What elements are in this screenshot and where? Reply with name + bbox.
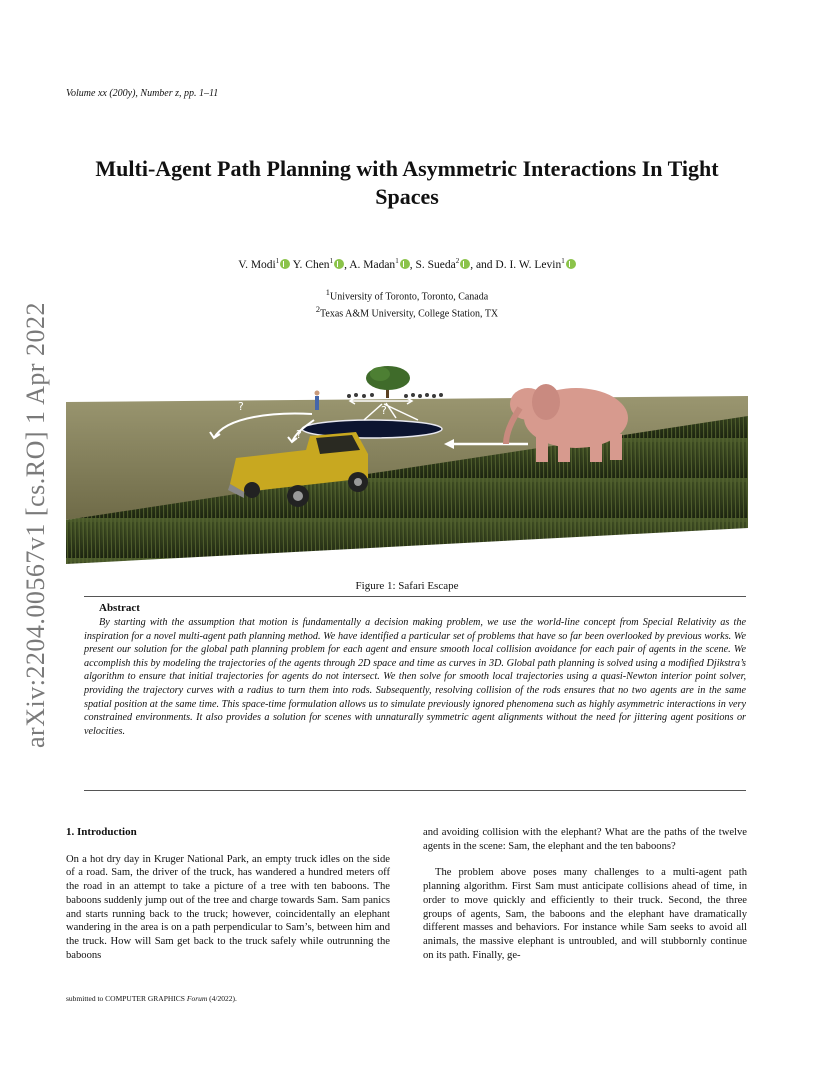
author-name: V. Modi (238, 258, 276, 271)
abstract-heading: Abstract (99, 602, 140, 614)
journal-reference: Volume xx (200y), Number z, pp. 1–11 (66, 88, 219, 99)
abstract-text: By starting with the assumption that motion is fundamentally a decision making problem, we use the world-line concept from Special Relativity as the inspiration for a novel multi-agent path planning method. We have identified a particular set of problems that have so far been overlooked by previous works. We present our solution for the global path planning problem for each agent and ensure smooth local collision avoidance for each pair of agents in the scene. We accomplish this by modeling the trajectories of the agents through 2D space and time as curves in 3D. Global path planning is solved using a modified Djikstra’s algorithm to ensure that initial trajectories for agents do not intersect. We then solve for smooth local trajectories using a quasi-Newton interior point solver, providing the trajectory curves with a radius to turn them into rods. Subsequently, resolving collision of the rods ensures that no two agents are in the same spatial position at the same time. This space-time formulation allows us to simulate previously ignored phenomena such as highly asymmetric interactions in very constrained environments. It also provides a solution for scenes with unnaturally symmetric agent alignments without the need for jittering agent positions or velocities. (84, 617, 746, 737)
column-right (423, 826, 747, 962)
question-mark-2: ? (296, 428, 302, 441)
abstract-top-rule (84, 596, 746, 597)
affiliation-mark: 2 (315, 305, 320, 315)
orcid-icon[interactable] (400, 259, 410, 269)
affiliation-mark: 1 (325, 288, 330, 297)
author-affiliation-mark: 1 (561, 257, 565, 265)
abstract-bottom-rule (84, 790, 746, 791)
column-left (66, 826, 390, 962)
question-mark-3: ? (381, 404, 387, 417)
author-affiliation-mark: 1 (275, 257, 280, 265)
author-name: A. Madan (349, 258, 396, 271)
author-name: S. Sueda (415, 258, 456, 271)
paper-title: Multi-Agent Path Planning with Asymmetric Interactions In Tight Spaces (95, 156, 719, 209)
orcid-icon[interactable] (280, 259, 290, 269)
author-affiliation-mark: 1 (395, 257, 399, 265)
footer-journal: Forum (186, 994, 208, 1003)
figure-illustration (66, 358, 748, 566)
affiliation-line (66, 303, 748, 320)
sam-figure-icon (315, 391, 320, 411)
section-heading-introduction: 1. Introduction (66, 826, 137, 838)
intro-paragraph-2: and avoiding collision with the elephant? What are the paths of the twelve agents in the scene: Sam, the elephant and the ten baboons? (423, 827, 747, 852)
affiliation-text: Texas A&M University, College Station, TX (319, 308, 499, 320)
question-mark-1: ? (238, 400, 244, 413)
intro-paragraph-1: On a hot dry day in Kruger National Park, an empty truck idles on the side of a road. Sam, the driver of the truck, has wandered a hundred meters off the road in an attempt to take a picture of a tree with ten baboons. The baboons suddenly jump out of the tree and charge towards Sam. Sam panics and starts running back to the truck; however, coincidentally an elephant wandering in the area is on a path perpendicular to Sam’s, between him and the truck. How will Sam get back to the truck safely while outrunning the baboons (66, 853, 390, 961)
baboon-group-icon (347, 393, 443, 398)
intro-paragraph-3: The problem above poses many challenges to a multi-agent path planning algorithm. First Sam must anticipate collisions ahead of time, in order to move quickly and efficiently to their truck. Second, the three groups of agents, Sam, the baboons and the elephant have dramatically different masses and behaviors. For instance while Sam seeks to avoid all animals, the massive elephant is untroubled, and will stubbornly continue on its path. Finally, ge- (423, 867, 747, 961)
affiliation-text: University of Toronto, Toronto, Canada (329, 291, 489, 303)
footer-prefix: submitted to COMPUTER GRAPHICS (66, 994, 187, 1003)
affiliation-line (66, 286, 748, 303)
orcid-icon[interactable] (460, 259, 470, 269)
author-affiliation-mark: 2 (455, 257, 460, 265)
author-list: V. Modi$^1$ Y. Chen$^1$ , A. Madan$^1$ , S. Sueda$^2$ , and D. I. W. Levin$^1$ (66, 257, 748, 271)
page-footer (66, 994, 237, 1003)
author-name: D. I. W. Levin (495, 258, 562, 271)
orcid-icon[interactable] (566, 259, 576, 269)
arxiv-stamp: arXiv:2204.00567v1 [cs.RO] 1 Apr 2022 (21, 301, 50, 749)
figure-caption: Figure 1: Safari Escape (355, 580, 459, 592)
footer-suffix: (4/2022). (207, 994, 237, 1003)
author-affiliation-mark: 1 (329, 257, 334, 265)
affiliations (66, 286, 748, 321)
orcid-icon[interactable] (334, 259, 344, 269)
author-name: Y. Chen (292, 258, 330, 271)
figure-safari-escape (66, 358, 748, 566)
